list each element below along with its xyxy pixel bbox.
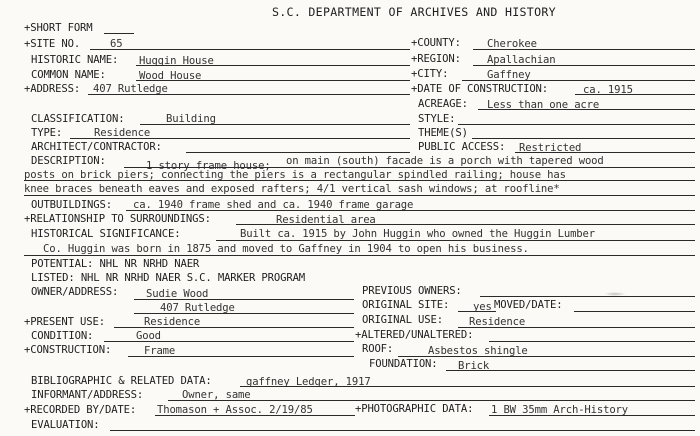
acreage-label: ACREAGE: bbox=[418, 98, 468, 110]
original-site-label: ORIGINAL SITE: bbox=[362, 299, 450, 311]
city-label: +CITY: bbox=[411, 68, 449, 80]
photographic-line bbox=[489, 415, 695, 416]
owner-name-line bbox=[134, 299, 354, 300]
photographic-value: 1 BW 35mm Arch-History bbox=[491, 404, 629, 416]
construction-label: +CONSTRUCTION: bbox=[24, 344, 112, 356]
date-of-construction-line bbox=[575, 94, 695, 95]
description-value-line-2: posts on brick piers; connecting the piers is a rectangular spindled railing; house has bbox=[24, 169, 566, 181]
architect-line bbox=[186, 152, 410, 153]
condition-value: Good bbox=[136, 330, 161, 342]
region-line bbox=[473, 65, 695, 66]
roof-line bbox=[398, 356, 695, 357]
classification-line bbox=[140, 124, 410, 125]
recorded-by-line bbox=[155, 415, 355, 416]
moved-date-label: MOVED/DATE: bbox=[494, 299, 563, 311]
roof-label: ROOF: bbox=[362, 343, 394, 355]
foundation-label: FOUNDATION: bbox=[369, 358, 438, 370]
date-of-construction-value: ca. 1915 bbox=[583, 84, 633, 96]
owner-address-line bbox=[134, 313, 354, 314]
acreage-value: Less than one acre bbox=[487, 99, 600, 111]
form-title: S.C. DEPARTMENT OF ARCHIVES AND HISTORY bbox=[272, 5, 556, 19]
description-line-2 bbox=[24, 180, 695, 181]
original-use-line bbox=[458, 327, 695, 328]
county-line bbox=[473, 49, 695, 50]
public-access-value: Restricted bbox=[519, 142, 582, 154]
site-no-value: 65 bbox=[110, 38, 123, 50]
altered-line bbox=[489, 341, 695, 342]
present-use-value: Residence bbox=[144, 316, 201, 328]
address-label: +ADDRESS: bbox=[24, 83, 81, 95]
owner-name-value: Sudie Wood bbox=[146, 288, 209, 300]
region-value: Apallachian bbox=[487, 54, 556, 66]
evaluation-line bbox=[110, 430, 695, 431]
bibliographic-value: gaffney Ledger, 1917 bbox=[246, 376, 371, 388]
historic-name-value: Huggin House bbox=[139, 55, 214, 67]
potential-label: POTENTIAL: NHL NR NRHD NAER bbox=[31, 258, 200, 270]
type-line bbox=[70, 138, 410, 139]
original-site-value: yes bbox=[473, 301, 492, 313]
county-value: Cherokee bbox=[487, 38, 537, 50]
public-access-line bbox=[515, 152, 695, 153]
address-value: 407 Rutledge bbox=[93, 83, 168, 95]
description-label: DESCRIPTION: bbox=[31, 155, 106, 167]
county-label: +COUNTY: bbox=[411, 37, 461, 49]
common-name-label: COMMON NAME: bbox=[31, 69, 106, 81]
original-use-value: Residence bbox=[469, 316, 526, 328]
previous-owners-line bbox=[480, 296, 695, 297]
relationship-value: Residential area bbox=[276, 214, 376, 226]
description-line-1 bbox=[124, 167, 695, 168]
construction-value: Frame bbox=[144, 345, 176, 357]
recorded-by-label: +RECORDED BY/DATE: bbox=[24, 404, 137, 416]
owner-address-value: 407 Rutledge bbox=[160, 302, 235, 314]
description-value-cont: on main (south) facade is a porch with tapered wood bbox=[286, 155, 604, 167]
construction-line bbox=[128, 356, 354, 357]
owner-address-label: OWNER/ADDRESS: bbox=[31, 286, 119, 298]
classification-label: CLASSIFICATION: bbox=[31, 113, 125, 125]
condition-label: CONDITION: bbox=[31, 330, 94, 342]
city-value: Gaffney bbox=[487, 69, 531, 81]
themes-label: THEME(S) bbox=[418, 127, 468, 139]
public-access-label: PUBLIC ACCESS: bbox=[418, 141, 506, 153]
relationship-line bbox=[236, 224, 695, 225]
common-name-value: Wood House bbox=[139, 70, 202, 82]
historical-significance-label: HISTORICAL SIGNIFICANCE: bbox=[31, 228, 181, 240]
acreage-line bbox=[478, 109, 695, 110]
historical-significance-line-2 bbox=[24, 255, 695, 256]
type-label: TYPE: bbox=[31, 127, 63, 139]
description-value-line-3: knee braces beneath eaves and exposed rafters; 4/1 vertical sash windows; at roofline* bbox=[24, 183, 560, 195]
description-line-3 bbox=[24, 195, 695, 196]
moved-date-line bbox=[574, 311, 695, 312]
foundation-line bbox=[446, 370, 695, 371]
short-form-line bbox=[104, 33, 134, 34]
short-form-label: +SHORT FORM bbox=[24, 22, 93, 34]
historic-name-line bbox=[136, 65, 410, 66]
condition-line bbox=[104, 341, 354, 342]
original-use-label: ORIGINAL USE: bbox=[362, 314, 443, 326]
photographic-label: +PHOTOGRAPHIC DATA: bbox=[355, 403, 474, 415]
original-site-line bbox=[458, 311, 496, 312]
recorded-by-value: Thomason + Assoc. 2/19/85 bbox=[157, 404, 313, 416]
style-line bbox=[458, 124, 695, 125]
site-no-line bbox=[90, 49, 410, 50]
region-label: +REGION: bbox=[411, 53, 461, 65]
outbuildings-value: ca. 1940 frame shed and ca. 1940 frame garage bbox=[133, 199, 414, 211]
themes-line bbox=[472, 138, 695, 139]
present-use-line bbox=[114, 327, 354, 328]
outbuildings-label: OUTBUILDINGS: bbox=[31, 199, 112, 211]
common-name-line bbox=[136, 80, 410, 81]
historical-significance-value-1: Built ca. 1915 by John Huggin who owned the Huggin Lumber bbox=[240, 228, 595, 240]
historical-significance-value-2: Co. Huggin was born in 1875 and moved to Gaffney in 1904 to open his business. bbox=[43, 243, 529, 255]
bibliographic-line bbox=[240, 386, 695, 387]
evaluation-label: EVALUATION: bbox=[31, 419, 100, 431]
present-use-label: +PRESENT USE: bbox=[24, 316, 105, 328]
architect-label: ARCHITECT/CONTRACTOR: bbox=[31, 141, 162, 153]
city-line bbox=[462, 80, 695, 81]
description-value-first: 1 story frame house; bbox=[146, 160, 271, 172]
historic-name-label: HISTORIC NAME: bbox=[31, 54, 119, 66]
informant-label: INFORMANT/ADDRESS: bbox=[31, 389, 144, 401]
date-of-construction-label: +DATE OF CONSTRUCTION: bbox=[411, 83, 549, 95]
altered-label: +ALTERED/UNALTERED: bbox=[355, 329, 474, 341]
style-label: STYLE: bbox=[418, 113, 456, 125]
informant-line bbox=[168, 400, 695, 401]
informant-value: Owner, same bbox=[182, 389, 251, 401]
classification-value: Building bbox=[166, 113, 216, 125]
paper-smudge bbox=[604, 292, 626, 296]
previous-owners-label: PREVIOUS OWNERS: bbox=[362, 285, 462, 297]
address-line bbox=[88, 94, 410, 95]
outbuildings-line bbox=[126, 210, 695, 211]
site-no-label: +SITE NO. bbox=[24, 38, 81, 50]
listed-label: LISTED: NHL NR NRHD NAER S.C. MARKER PROGRAM bbox=[31, 272, 306, 284]
roof-value: Asbestos shingle bbox=[428, 345, 528, 357]
historical-significance-line-1 bbox=[216, 240, 695, 241]
foundation-value: Brick bbox=[458, 360, 490, 372]
type-value: Residence bbox=[94, 127, 151, 139]
relationship-label: +RELATIONSHIP TO SURROUNDINGS: bbox=[24, 213, 211, 225]
bibliographic-label: BIBLIOGRAPHIC & RELATED DATA: bbox=[31, 375, 212, 387]
